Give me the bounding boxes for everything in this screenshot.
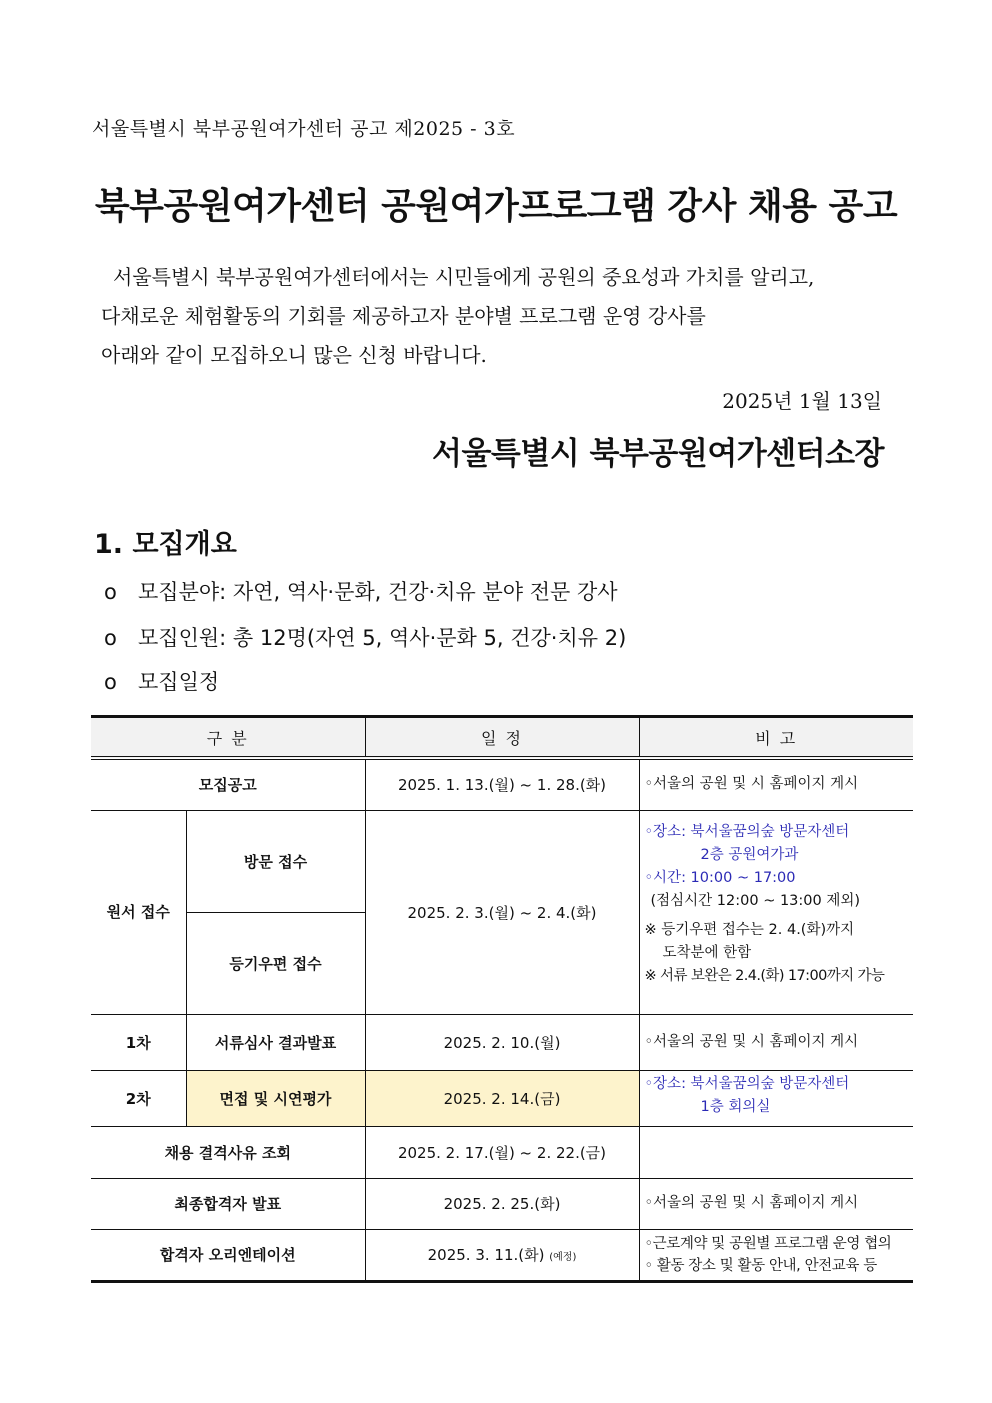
row-label: 최종합격자 발표	[91, 1178, 365, 1229]
bullet-text: 모집인원: 총 12명(자연 5, 역사·문화 5, 건강·치유 2)	[138, 626, 627, 650]
section-heading-recruitment-overview: 1. 모집개요	[94, 529, 237, 560]
header-remarks: 비 고	[639, 717, 913, 759]
row-sub-label-visit: 방문 접수	[186, 810, 365, 912]
note-supplement: ※ 서류 보완은 2.4.(화) 17:00까지 가능	[644, 967, 885, 984]
row-date: 2025. 2. 25.(화)	[365, 1178, 639, 1229]
row-date-value: 2025. 3. 11.(화)	[427, 1246, 545, 1264]
row-label: 모집공고	[91, 758, 365, 810]
row-date: 2025. 1. 13.(월) ~ 1. 28.(화)	[365, 758, 639, 810]
note-place-line-2: 2층 공원여가과	[700, 846, 799, 863]
row-label: 채용 결격사유 조회	[91, 1126, 365, 1178]
bullet-text: 모집일정	[138, 670, 220, 694]
row-group-label-application: 원서 접수	[91, 810, 186, 1014]
note-place-line-2: 1층 회의실	[700, 1098, 771, 1115]
header-schedule: 일 정	[365, 717, 639, 759]
bullet-text: 모집분야: 자연, 역사·문화, 건강·치유 분야 전문 강사	[138, 580, 618, 604]
row-note	[639, 1126, 913, 1178]
bullet-mark-icon: o	[104, 626, 117, 650]
note-mail-line-1: ※ 등기우편 접수는 2. 4.(화)까지	[644, 921, 855, 938]
table-row-final-announcement	[91, 1178, 913, 1229]
recruitment-schedule-table	[91, 715, 913, 1283]
bullet-recruitment-schedule	[104, 666, 219, 696]
intro-line-1: 서울특별시 북부공원여가센터에서는 시민들에게 공원의 중요성과 가치를 알리고,	[113, 265, 815, 289]
row-note: ◦서울의 공원 및 시 홈페이지 게시	[639, 1178, 913, 1229]
table-row-round2	[91, 1070, 913, 1126]
row-date-highlighted: 2025. 2. 14.(금)	[365, 1070, 639, 1126]
table-header-row	[91, 717, 913, 759]
bullet-recruitment-fields	[104, 576, 618, 606]
intro-line-2: 다채로운 체험활동의 기회를 제공하고자 분야별 프로그램 운영 강사를	[101, 304, 706, 328]
intro-paragraph	[101, 258, 904, 375]
row-sub-label-mail: 등기우편 접수	[186, 912, 365, 1014]
table-row-round1	[91, 1014, 913, 1070]
row-note-orientation	[639, 1229, 913, 1281]
note-place-line-1: ◦장소: 북서울꿈의숲 방문자센터	[644, 823, 850, 840]
row-date: 2025. 2. 10.(월)	[365, 1014, 639, 1070]
table-row-announcement	[91, 758, 913, 810]
header-category: 구 분	[91, 717, 365, 759]
bullet-mark-icon: o	[104, 580, 117, 604]
notice-number: 서울특별시 북부공원여가센터 공고 제2025 - 3호	[92, 118, 516, 140]
row-date: 2025. 2. 17.(월) ~ 2. 22.(금)	[365, 1126, 639, 1178]
note-line-2: ◦ 활동 장소 및 활동 안내, 안전교육 등	[644, 1257, 877, 1274]
document-title: 북부공원여가센터 공원여가프로그램 강사 채용 공고	[94, 186, 898, 227]
note-line-1: ◦근로계약 및 공원별 프로그램 운영 협의	[644, 1235, 892, 1252]
row-date-tentative: (예정)	[549, 1252, 577, 1263]
bullet-mark-icon: o	[104, 670, 117, 694]
row-note-round2	[639, 1070, 913, 1126]
note-lunch: (점심시간 12:00 ~ 13:00 제외)	[650, 892, 861, 909]
table-row-disqualification-check	[91, 1126, 913, 1178]
issuer-signature: 서울특별시 북부공원여가센터소장	[432, 436, 884, 472]
row-label: 서류심사 결과발표	[186, 1014, 365, 1070]
row-date	[365, 1229, 639, 1281]
table-row-orientation	[91, 1229, 913, 1281]
bullet-recruitment-count	[104, 622, 626, 652]
row-date: 2025. 2. 3.(월) ~ 2. 4.(화)	[365, 810, 639, 1014]
row-stage: 1차	[91, 1014, 186, 1070]
row-stage: 2차	[91, 1070, 186, 1126]
table-row-application-visit	[91, 810, 913, 912]
announcement-date: 2025년 1월 13일	[722, 389, 882, 413]
row-note: ◦서울의 공원 및 시 홈페이지 게시	[639, 758, 913, 810]
row-note-application	[639, 810, 913, 1014]
row-note: ◦서울의 공원 및 시 홈페이지 게시	[639, 1014, 913, 1070]
intro-line-3: 아래와 같이 모집하오니 많은 신청 바랍니다.	[101, 343, 487, 367]
note-place-line-1: ◦장소: 북서울꿈의숲 방문자센터	[644, 1075, 850, 1092]
note-mail-line-2: 도착분에 한함	[662, 944, 752, 961]
note-time: ◦시간: 10:00 ~ 17:00	[644, 869, 796, 886]
row-label-highlighted: 면접 및 시연평가	[186, 1070, 365, 1126]
row-label: 합격자 오리엔테이션	[91, 1229, 365, 1281]
